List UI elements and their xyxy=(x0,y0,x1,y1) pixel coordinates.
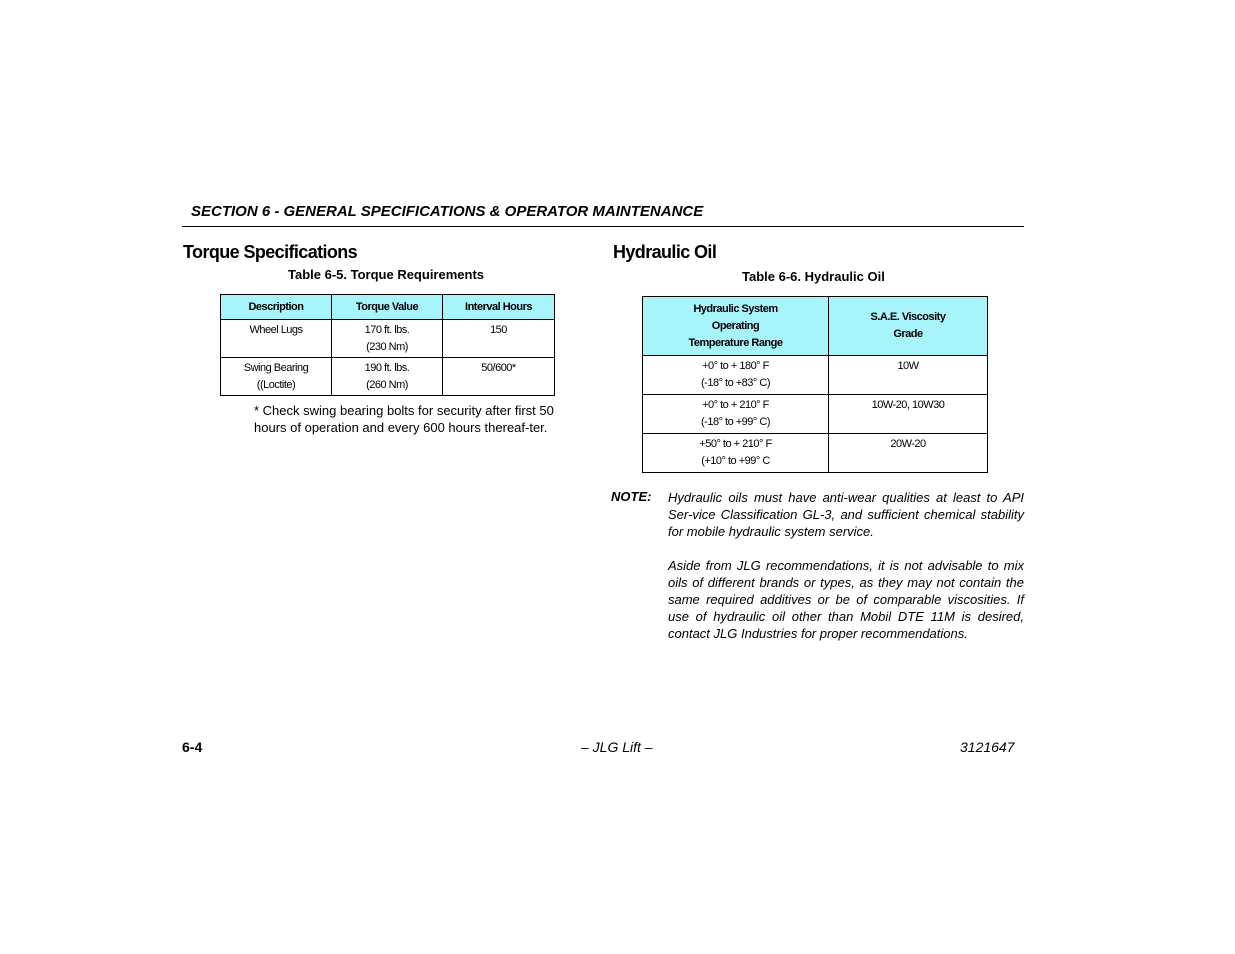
table-row xyxy=(221,358,555,396)
viscosity-grade-cell: 10W-20, 10W30 xyxy=(829,395,988,434)
note-paragraph: Aside from JLG recommendations, it is not advisable to mix oils of different brands or types, as they may not contain the same required additives or be of comparable viscosities. If use of hydraulic oil other than Mobil DTE 11M is desired, contact JLG Industries for proper recommendations. xyxy=(668,558,1024,641)
torque-cell: 190 ft. lbs. (260 Nm) xyxy=(332,358,443,396)
description-cell: Wheel Lugs xyxy=(221,320,332,358)
column-header: Torque Value xyxy=(332,295,443,320)
torque-table-caption: Table 6-5. Torque Requirements xyxy=(288,267,485,282)
column-header: Interval Hours xyxy=(443,295,555,320)
hydraulic-heading: Hydraulic Oil xyxy=(613,242,717,262)
note-body xyxy=(668,489,1024,659)
document-number: 3121647 xyxy=(960,739,1015,755)
section-title: SECTION 6 - GENERAL SPECIFICATIONS & OPERATOR MAINTENANCE xyxy=(191,203,704,220)
header-rule xyxy=(182,226,1024,227)
hydraulic-table-header xyxy=(643,297,988,356)
table-row xyxy=(643,395,988,434)
table-row xyxy=(643,356,988,395)
torque-heading: Torque Specifications xyxy=(183,242,358,262)
note-paragraph: Hydraulic oils must have anti-wear qualities at least to API Ser-vice Classification GL-3, and sufficient chemical stability for mobile hydraulic system service. xyxy=(668,490,1024,539)
temperature-range-cell: +0° to + 210° F (-18° to +99° C) xyxy=(643,395,829,434)
column-header: Description xyxy=(221,295,332,320)
column-header: Hydraulic System Operating Temperature Range xyxy=(643,297,829,356)
interval-cell: 150 xyxy=(443,320,555,358)
torque-table xyxy=(220,294,555,396)
temperature-range-cell: +0° to + 180° F (-18° to +83° C) xyxy=(643,356,829,395)
torque-footnote: * Check swing bearing bolts for security after first 50 hours of operation and every 600 hours thereaf-ter. xyxy=(254,403,554,435)
viscosity-grade-cell: 20W-20 xyxy=(829,434,988,473)
hydraulic-table-caption: Table 6-6. Hydraulic Oil xyxy=(742,269,885,284)
table-row xyxy=(643,434,988,473)
interval-cell: 50/600* xyxy=(443,358,555,396)
table-row xyxy=(221,320,555,358)
torque-cell: 170 ft. lbs. (230 Nm) xyxy=(332,320,443,358)
viscosity-grade-cell: 10W xyxy=(829,356,988,395)
column-header: S.A.E. Viscosity Grade xyxy=(829,297,988,356)
note-label: NOTE: xyxy=(611,489,652,504)
footer-center: – JLG Lift – xyxy=(581,739,653,755)
temperature-range-cell: +50° to + 210° F (+10° to +99° C xyxy=(643,434,829,473)
hydraulic-table xyxy=(642,296,988,473)
description-cell: Swing Bearing ((Loctite) xyxy=(221,358,332,396)
page-number: 6-4 xyxy=(182,739,203,755)
torque-table-header xyxy=(221,295,555,320)
